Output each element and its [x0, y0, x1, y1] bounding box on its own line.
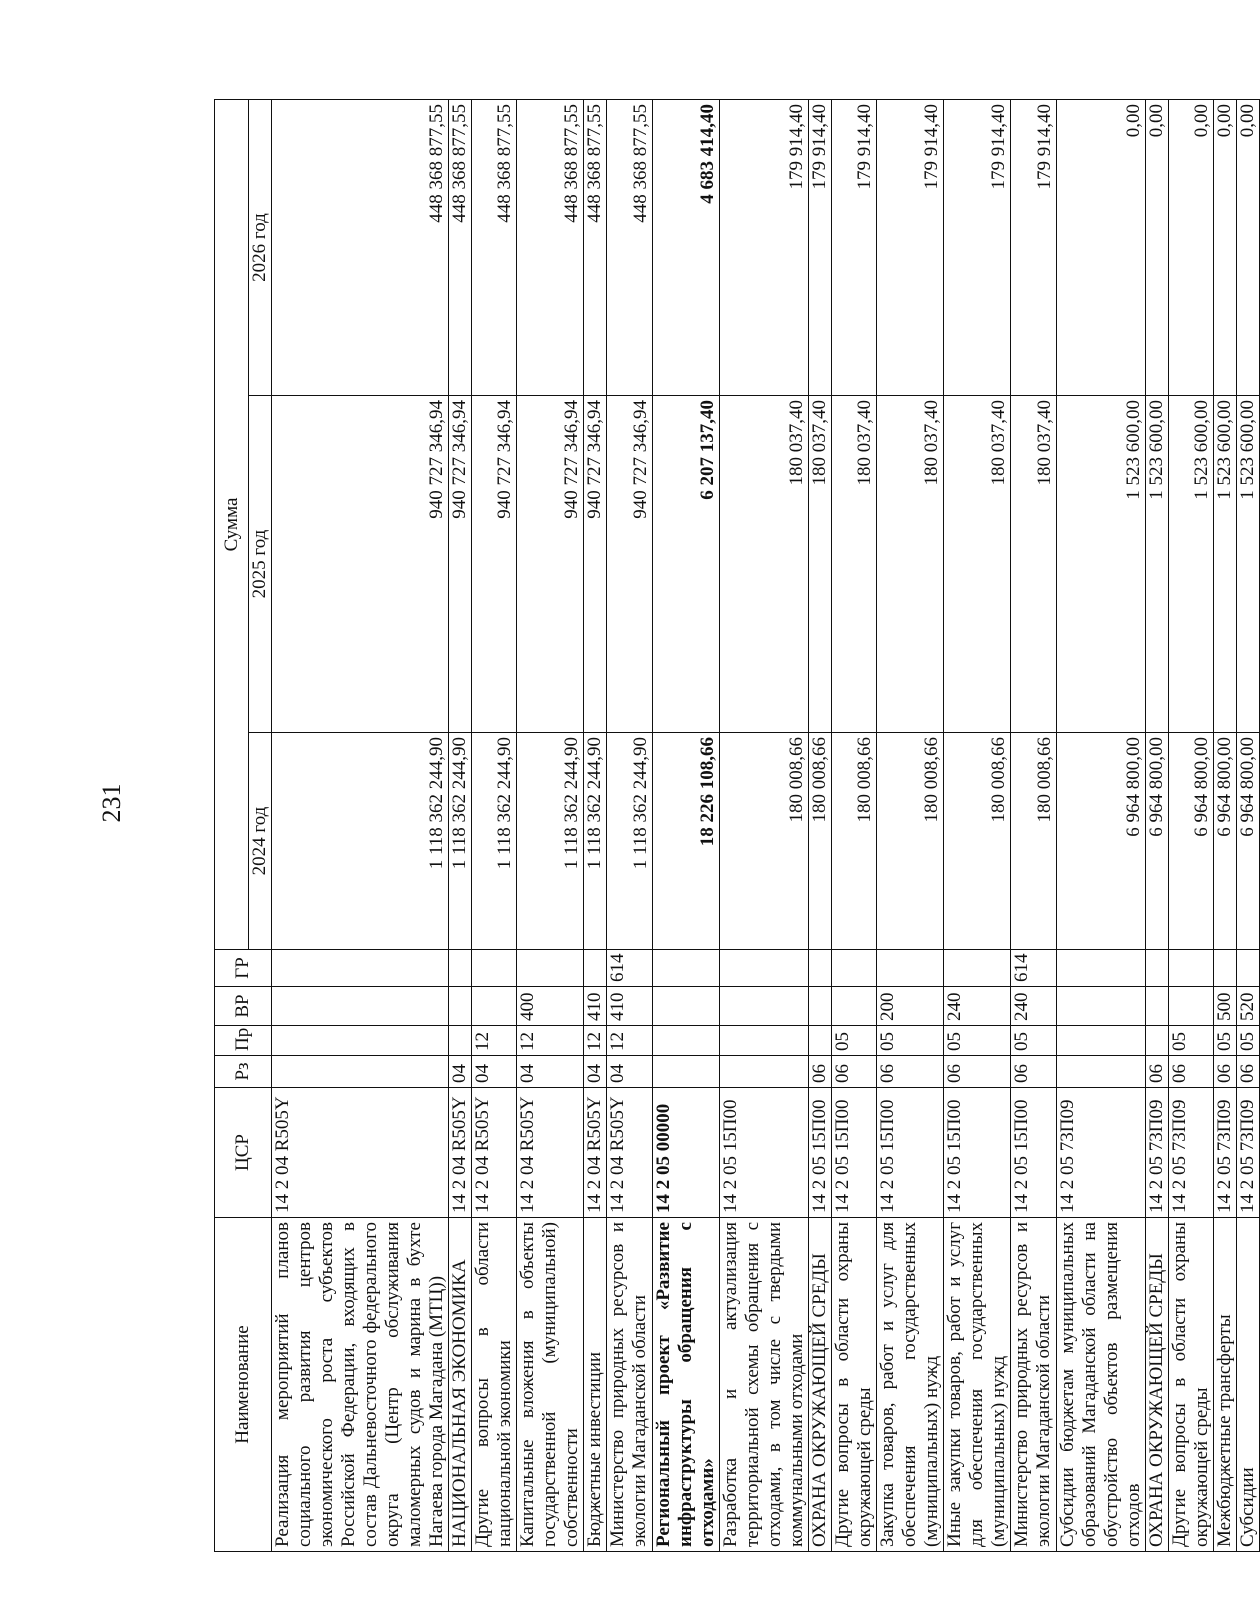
table-body — [272, 100, 1260, 1552]
cell-name: Другие вопросы в области охраны окружающей среды — [1169, 1218, 1214, 1552]
cell-pr — [809, 1026, 832, 1056]
cell-rz: 04 — [472, 1056, 517, 1088]
table-row — [607, 100, 653, 1552]
table-row — [809, 100, 832, 1552]
header-name: Наименование — [215, 1218, 272, 1552]
cell-gr: 614 — [607, 950, 653, 987]
cell-name: Разработка и актуализация территориальной схемы обращения с отходами, в том числе с твердыми коммунальными отходами — [720, 1218, 809, 1552]
cell-2025: 180 037,40 — [1011, 396, 1057, 733]
table-row — [1237, 100, 1260, 1552]
table-row — [449, 100, 472, 1552]
cell-rz: 04 — [607, 1056, 653, 1088]
cell-csr: 14 2 05 73П09 — [1146, 1088, 1169, 1218]
cell-2024: 180 008,66 — [720, 733, 809, 950]
table-row — [517, 100, 584, 1552]
cell-csr: 14 2 05 15П00 — [877, 1088, 944, 1218]
cell-2026: 179 914,40 — [720, 100, 809, 396]
cell-rz — [720, 1056, 809, 1088]
header-2026: 2026 год — [249, 100, 272, 396]
table-row — [1057, 100, 1146, 1552]
cell-pr — [1146, 1026, 1169, 1056]
cell-rz — [272, 1056, 449, 1088]
cell-2026: 448 368 877,55 — [607, 100, 653, 396]
cell-2024: 18 226 108,66 — [653, 733, 720, 950]
cell-vr — [1057, 987, 1146, 1026]
cell-vr — [449, 987, 472, 1026]
cell-vr: 520 — [1237, 987, 1260, 1026]
header-2025: 2025 год — [249, 396, 272, 733]
cell-2025: 180 037,40 — [944, 396, 1011, 733]
cell-2026: 179 914,40 — [832, 100, 877, 396]
cell-2024: 1 118 362 244,90 — [584, 733, 607, 950]
cell-2025: 940 727 346,94 — [272, 396, 449, 733]
cell-gr — [584, 950, 607, 987]
page-number: 231 — [97, 783, 126, 823]
cell-2026: 448 368 877,55 — [449, 100, 472, 396]
cell-2024: 1 118 362 244,90 — [607, 733, 653, 950]
cell-gr — [1169, 950, 1214, 987]
cell-pr — [272, 1026, 449, 1056]
cell-gr — [877, 950, 944, 987]
cell-rz: 06 — [809, 1056, 832, 1088]
cell-2026: 0,00 — [1169, 100, 1214, 396]
table-row — [584, 100, 607, 1552]
cell-name: Министерство природных ресурсов и экологии Магаданской области — [1011, 1218, 1057, 1552]
cell-gr — [1237, 950, 1260, 987]
cell-2025: 6 207 137,40 — [653, 396, 720, 733]
cell-csr: 14 2 05 15П00 — [809, 1088, 832, 1218]
cell-csr: 14 2 05 00000 — [653, 1088, 720, 1218]
cell-vr — [272, 987, 449, 1026]
cell-name: Другие вопросы в области охраны окружающей среды — [832, 1218, 877, 1552]
cell-2025: 180 037,40 — [809, 396, 832, 733]
cell-name: ОХРАНА ОКРУЖАЮЩЕЙ СРЕДЫ — [809, 1218, 832, 1552]
cell-csr: 14 2 04 R505Y — [472, 1088, 517, 1218]
cell-2024: 1 118 362 244,90 — [472, 733, 517, 950]
cell-vr: 410 — [584, 987, 607, 1026]
cell-vr: 240 — [1011, 987, 1057, 1026]
cell-name: Субсидии бюджетам муниципальных образований Магаданской области на обустройство объектов размещения отходов — [1057, 1218, 1146, 1552]
cell-csr: 14 2 05 15П00 — [944, 1088, 1011, 1218]
cell-2025: 940 727 346,94 — [449, 396, 472, 733]
cell-vr: 500 — [1214, 987, 1237, 1026]
cell-2024: 1 118 362 244,90 — [272, 733, 449, 950]
cell-rz: 06 — [944, 1056, 1011, 1088]
cell-2024: 6 964 800,00 — [1169, 733, 1214, 950]
cell-csr: 14 2 05 73П09 — [1214, 1088, 1237, 1218]
cell-rz: 06 — [1011, 1056, 1057, 1088]
cell-vr: 410 — [607, 987, 653, 1026]
table-row — [1214, 100, 1237, 1552]
cell-name: Бюджетные инвестиции — [584, 1218, 607, 1552]
cell-csr: 14 2 04 R505Y — [517, 1088, 584, 1218]
cell-name: Межбюджетные трансферты — [1214, 1218, 1237, 1552]
cell-2024: 180 008,66 — [832, 733, 877, 950]
cell-gr — [1146, 950, 1169, 987]
cell-2026: 4 683 414,40 — [653, 100, 720, 396]
cell-2025: 940 727 346,94 — [607, 396, 653, 733]
cell-2024: 180 008,66 — [877, 733, 944, 950]
cell-csr: 14 2 05 73П09 — [1169, 1088, 1214, 1218]
cell-name: ОХРАНА ОКРУЖАЮЩЕЙ СРЕДЫ — [1146, 1218, 1169, 1552]
cell-csr: 14 2 04 R505Y — [449, 1088, 472, 1218]
cell-pr: 05 — [877, 1026, 944, 1056]
cell-2026: 179 914,40 — [1011, 100, 1057, 396]
header-2024: 2024 год — [249, 733, 272, 950]
cell-2025: 1 523 600,00 — [1214, 396, 1237, 733]
cell-2025: 180 037,40 — [720, 396, 809, 733]
header-rz: Рз — [215, 1056, 272, 1088]
header-sum: Сумма — [215, 100, 249, 950]
cell-gr — [272, 950, 449, 987]
cell-pr: 12 — [517, 1026, 584, 1056]
table-row — [472, 100, 517, 1552]
cell-2026: 448 368 877,55 — [472, 100, 517, 396]
header-row-1 — [215, 100, 249, 1552]
cell-2024: 180 008,66 — [944, 733, 1011, 950]
cell-vr — [1169, 987, 1214, 1026]
cell-pr — [449, 1026, 472, 1056]
cell-vr: 200 — [877, 987, 944, 1026]
cell-rz: 06 — [1169, 1056, 1214, 1088]
cell-gr — [1214, 950, 1237, 987]
cell-csr: 14 2 04 R505Y — [607, 1088, 653, 1218]
cell-rz: 04 — [517, 1056, 584, 1088]
cell-2025: 940 727 346,94 — [517, 396, 584, 733]
cell-2025: 1 523 600,00 — [1169, 396, 1214, 733]
cell-2026: 448 368 877,55 — [584, 100, 607, 396]
cell-rz — [1057, 1056, 1146, 1088]
header-csr: ЦСР — [215, 1088, 272, 1218]
cell-vr — [720, 987, 809, 1026]
table-row — [720, 100, 809, 1552]
table-row — [1146, 100, 1169, 1552]
cell-gr — [809, 950, 832, 987]
cell-vr — [472, 987, 517, 1026]
table-row — [272, 100, 449, 1552]
cell-csr: 14 2 04 R505Y — [272, 1088, 449, 1218]
cell-rz: 06 — [877, 1056, 944, 1088]
cell-gr — [653, 950, 720, 987]
cell-pr — [1057, 1026, 1146, 1056]
cell-csr: 14 2 05 15П00 — [832, 1088, 877, 1218]
header-pr: Пр — [215, 1026, 272, 1056]
cell-name: Иные закупки товаров, работ и услуг для обеспечения государственных (муниципальных) нужд — [944, 1218, 1011, 1552]
table-row — [944, 100, 1011, 1552]
table-row — [1169, 100, 1214, 1552]
budget-table — [214, 99, 1260, 1552]
cell-2026: 448 368 877,55 — [517, 100, 584, 396]
cell-rz: 06 — [832, 1056, 877, 1088]
cell-name: Реализация мероприятий планов социального развития центров экономического роста субъектов Российской Федерации, входящих в состав Дальневосточного федерального округа (Центр обслуживания маломерных судов и марина в бухте Нагаева города Магадана (МТЦ)) — [272, 1218, 449, 1552]
cell-name: Региональный проект «Развитие инфраструктуры обращения с отходами» — [653, 1218, 720, 1552]
cell-gr — [1057, 950, 1146, 987]
cell-gr — [472, 950, 517, 987]
cell-gr — [944, 950, 1011, 987]
cell-name: Другие вопросы в области национальной экономики — [472, 1218, 517, 1552]
cell-2026: 179 914,40 — [877, 100, 944, 396]
cell-rz — [653, 1056, 720, 1088]
cell-2025: 940 727 346,94 — [584, 396, 607, 733]
cell-csr: 14 2 05 15П00 — [720, 1088, 809, 1218]
cell-csr: 14 2 05 73П09 — [1237, 1088, 1260, 1218]
cell-2024: 180 008,66 — [1011, 733, 1057, 950]
cell-vr — [832, 987, 877, 1026]
table-row — [832, 100, 877, 1552]
cell-rz: 06 — [1237, 1056, 1260, 1088]
cell-csr: 14 2 05 73П09 — [1057, 1088, 1146, 1218]
cell-pr: 05 — [944, 1026, 1011, 1056]
cell-csr: 14 2 04 R505Y — [584, 1088, 607, 1218]
cell-2026: 0,00 — [1237, 100, 1260, 396]
table-row — [1011, 100, 1057, 1552]
cell-name: Субсидии — [1237, 1218, 1260, 1552]
cell-vr — [809, 987, 832, 1026]
cell-gr — [517, 950, 584, 987]
cell-pr: 12 — [472, 1026, 517, 1056]
header-gr: ГР — [215, 950, 272, 987]
cell-pr — [720, 1026, 809, 1056]
cell-pr: 05 — [832, 1026, 877, 1056]
cell-2024: 6 964 800,00 — [1057, 733, 1146, 950]
cell-pr: 12 — [607, 1026, 653, 1056]
cell-2025: 180 037,40 — [877, 396, 944, 733]
cell-pr: 12 — [584, 1026, 607, 1056]
cell-2024: 6 964 800,00 — [1214, 733, 1237, 950]
cell-2025: 180 037,40 — [832, 396, 877, 733]
cell-2025: 1 523 600,00 — [1057, 396, 1146, 733]
cell-name: Министерство природных ресурсов и экологии Магаданской области — [607, 1218, 653, 1552]
cell-vr: 240 — [944, 987, 1011, 1026]
cell-2024: 180 008,66 — [809, 733, 832, 950]
cell-2025: 1 523 600,00 — [1237, 396, 1260, 733]
cell-pr: 05 — [1237, 1026, 1260, 1056]
cell-2026: 0,00 — [1057, 100, 1146, 396]
cell-2024: 1 118 362 244,90 — [449, 733, 472, 950]
cell-rz: 04 — [584, 1056, 607, 1088]
cell-vr — [653, 987, 720, 1026]
cell-gr — [720, 950, 809, 987]
table-row — [877, 100, 944, 1552]
cell-2024: 6 964 800,00 — [1237, 733, 1260, 950]
cell-rz: 06 — [1146, 1056, 1169, 1088]
header-vr: ВР — [215, 987, 272, 1026]
cell-gr: 614 — [1011, 950, 1057, 987]
cell-gr — [832, 950, 877, 987]
cell-rz: 06 — [1214, 1056, 1237, 1088]
cell-pr: 05 — [1011, 1026, 1057, 1056]
cell-2026: 0,00 — [1146, 100, 1169, 396]
cell-2026: 179 914,40 — [809, 100, 832, 396]
cell-pr: 05 — [1169, 1026, 1214, 1056]
cell-name: НАЦИОНАЛЬНАЯ ЭКОНОМИКА — [449, 1218, 472, 1552]
cell-gr — [449, 950, 472, 987]
budget-table-rotated — [214, 100, 1258, 1552]
cell-rz: 04 — [449, 1056, 472, 1088]
cell-pr: 05 — [1214, 1026, 1237, 1056]
cell-2025: 940 727 346,94 — [472, 396, 517, 733]
cell-pr — [653, 1026, 720, 1056]
cell-vr — [1146, 987, 1169, 1026]
table-row — [653, 100, 720, 1552]
cell-2026: 448 368 877,55 — [272, 100, 449, 396]
cell-vr: 400 — [517, 987, 584, 1026]
cell-name: Закупка товаров, работ и услуг для обеспечения государственных (муниципальных) нужд — [877, 1218, 944, 1552]
cell-2024: 1 118 362 244,90 — [517, 733, 584, 950]
cell-name: Капитальные вложения в объекты государственной (муниципальной) собственности — [517, 1218, 584, 1552]
cell-2026: 179 914,40 — [944, 100, 1011, 396]
cell-2025: 1 523 600,00 — [1146, 396, 1169, 733]
cell-2024: 6 964 800,00 — [1146, 733, 1169, 950]
cell-2026: 0,00 — [1214, 100, 1237, 396]
cell-csr: 14 2 05 15П00 — [1011, 1088, 1057, 1218]
